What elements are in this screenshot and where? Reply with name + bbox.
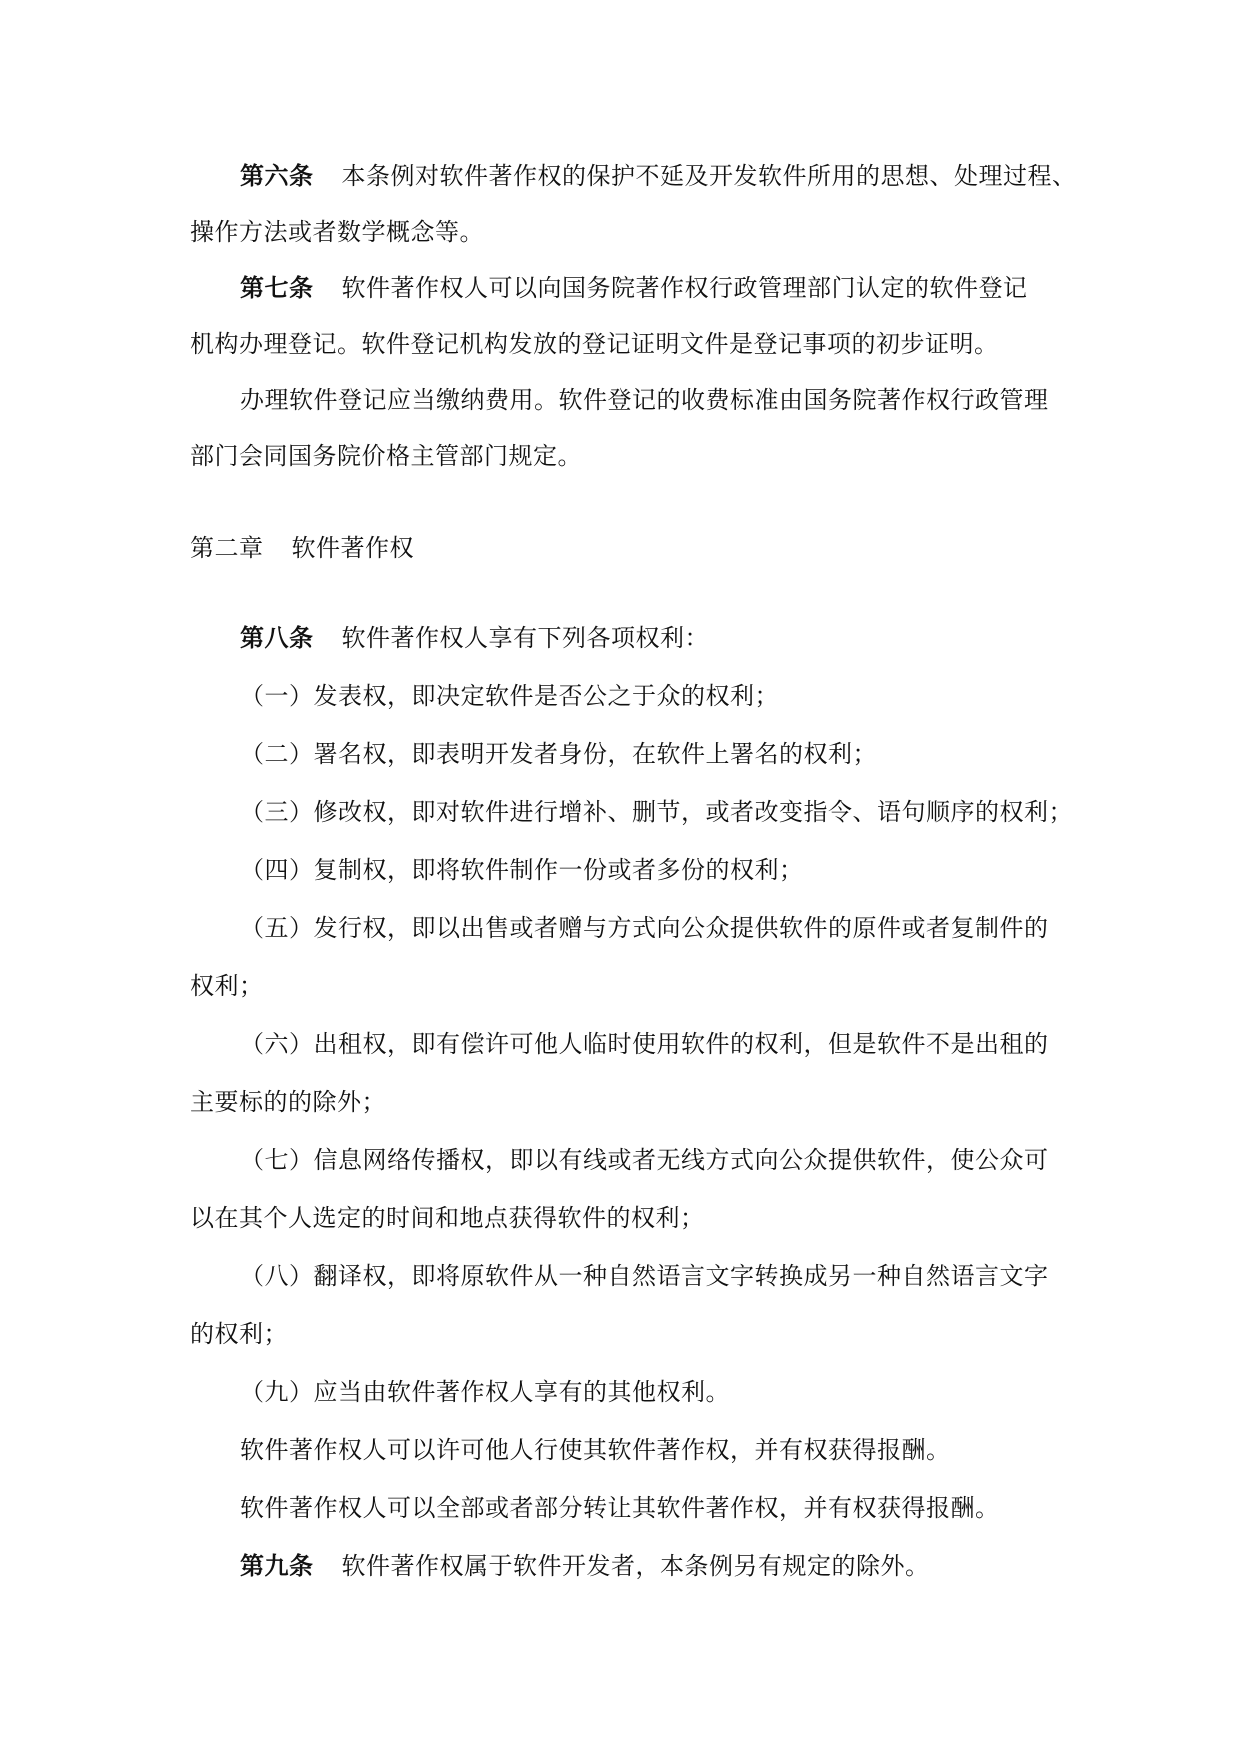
list-item-9: （九）应当由软件著作权人享有的其他权利。 [240,1378,730,1406]
list-item-1: （一）发表权，即决定软件是否公之于众的权利； [240,682,779,710]
list-item-7-continuation: 以在其个人选定的时间和地点获得软件的权利； [190,1204,705,1232]
article-7-continuation: 机构办理登记。软件登记机构发放的登记证明文件是登记事项的初步证明。 [190,330,999,358]
article-7-heading: 第七条 [240,274,314,302]
chapter-number: 第二章 [190,534,264,562]
list-item-4: （四）复制权，即将软件制作一份或者多份的权利； [240,856,804,884]
article-9-text: 软件著作权属于软件开发者，本条例另有规定的除外。 [341,1552,930,1580]
license-paragraph: 软件著作权人可以许可他人行使其软件著作权，并有权获得报酬。 [240,1436,951,1464]
list-item-2: （二）署名权，即表明开发者身份，在软件上署名的权利； [240,740,877,768]
list-item-8-continuation: 的权利； [190,1320,288,1348]
article-9-heading: 第九条 [240,1552,314,1580]
article-6-text: 本条例对软件著作权的保护不延及开发软件所用的思想、处理过程、 [341,162,1077,190]
article-8-line [240,622,709,654]
list-item-5-continuation: 权利； [190,972,264,1000]
article-9-line [240,1550,930,1582]
article-6-heading: 第六条 [240,162,314,190]
transfer-paragraph: 软件著作权人可以全部或者部分转让其软件著作权，并有权获得报酬。 [240,1494,1000,1522]
chapter-title: 软件著作权 [291,534,414,562]
article-6-continuation: 操作方法或者数学概念等。 [190,218,484,246]
article-7-paragraph-2: 办理软件登记应当缴纳费用。软件登记的收费标准由国务院著作权行政管理 [240,386,1049,414]
article-7-paragraph-2-continuation: 部门会同国务院价格主管部门规定。 [190,442,582,470]
list-item-6: （六）出租权，即有偿许可他人临时使用软件的权利，但是软件不是出租的 [240,1030,1049,1058]
list-item-6-continuation: 主要标的的除外； [190,1088,386,1116]
chapter-heading [190,532,414,564]
article-6-line [240,160,1077,192]
article-8-heading: 第八条 [240,624,314,652]
article-8-text: 软件著作权人享有下列各项权利： [341,624,709,652]
list-item-7: （七）信息网络传播权，即以有线或者无线方式向公众提供软件，使公众可 [240,1146,1049,1174]
article-7-text: 软件著作权人可以向国务院著作权行政管理部门认定的软件登记 [341,274,1028,302]
list-item-3: （三）修改权，即对软件进行增补、删节，或者改变指令、语句顺序的权利； [240,798,1073,826]
article-7-line [240,272,1028,304]
list-item-8: （八）翻译权，即将原软件从一种自然语言文字转换成另一种自然语言文字 [240,1262,1049,1290]
list-item-5: （五）发行权，即以出售或者赠与方式向公众提供软件的原件或者复制件的 [240,914,1049,942]
